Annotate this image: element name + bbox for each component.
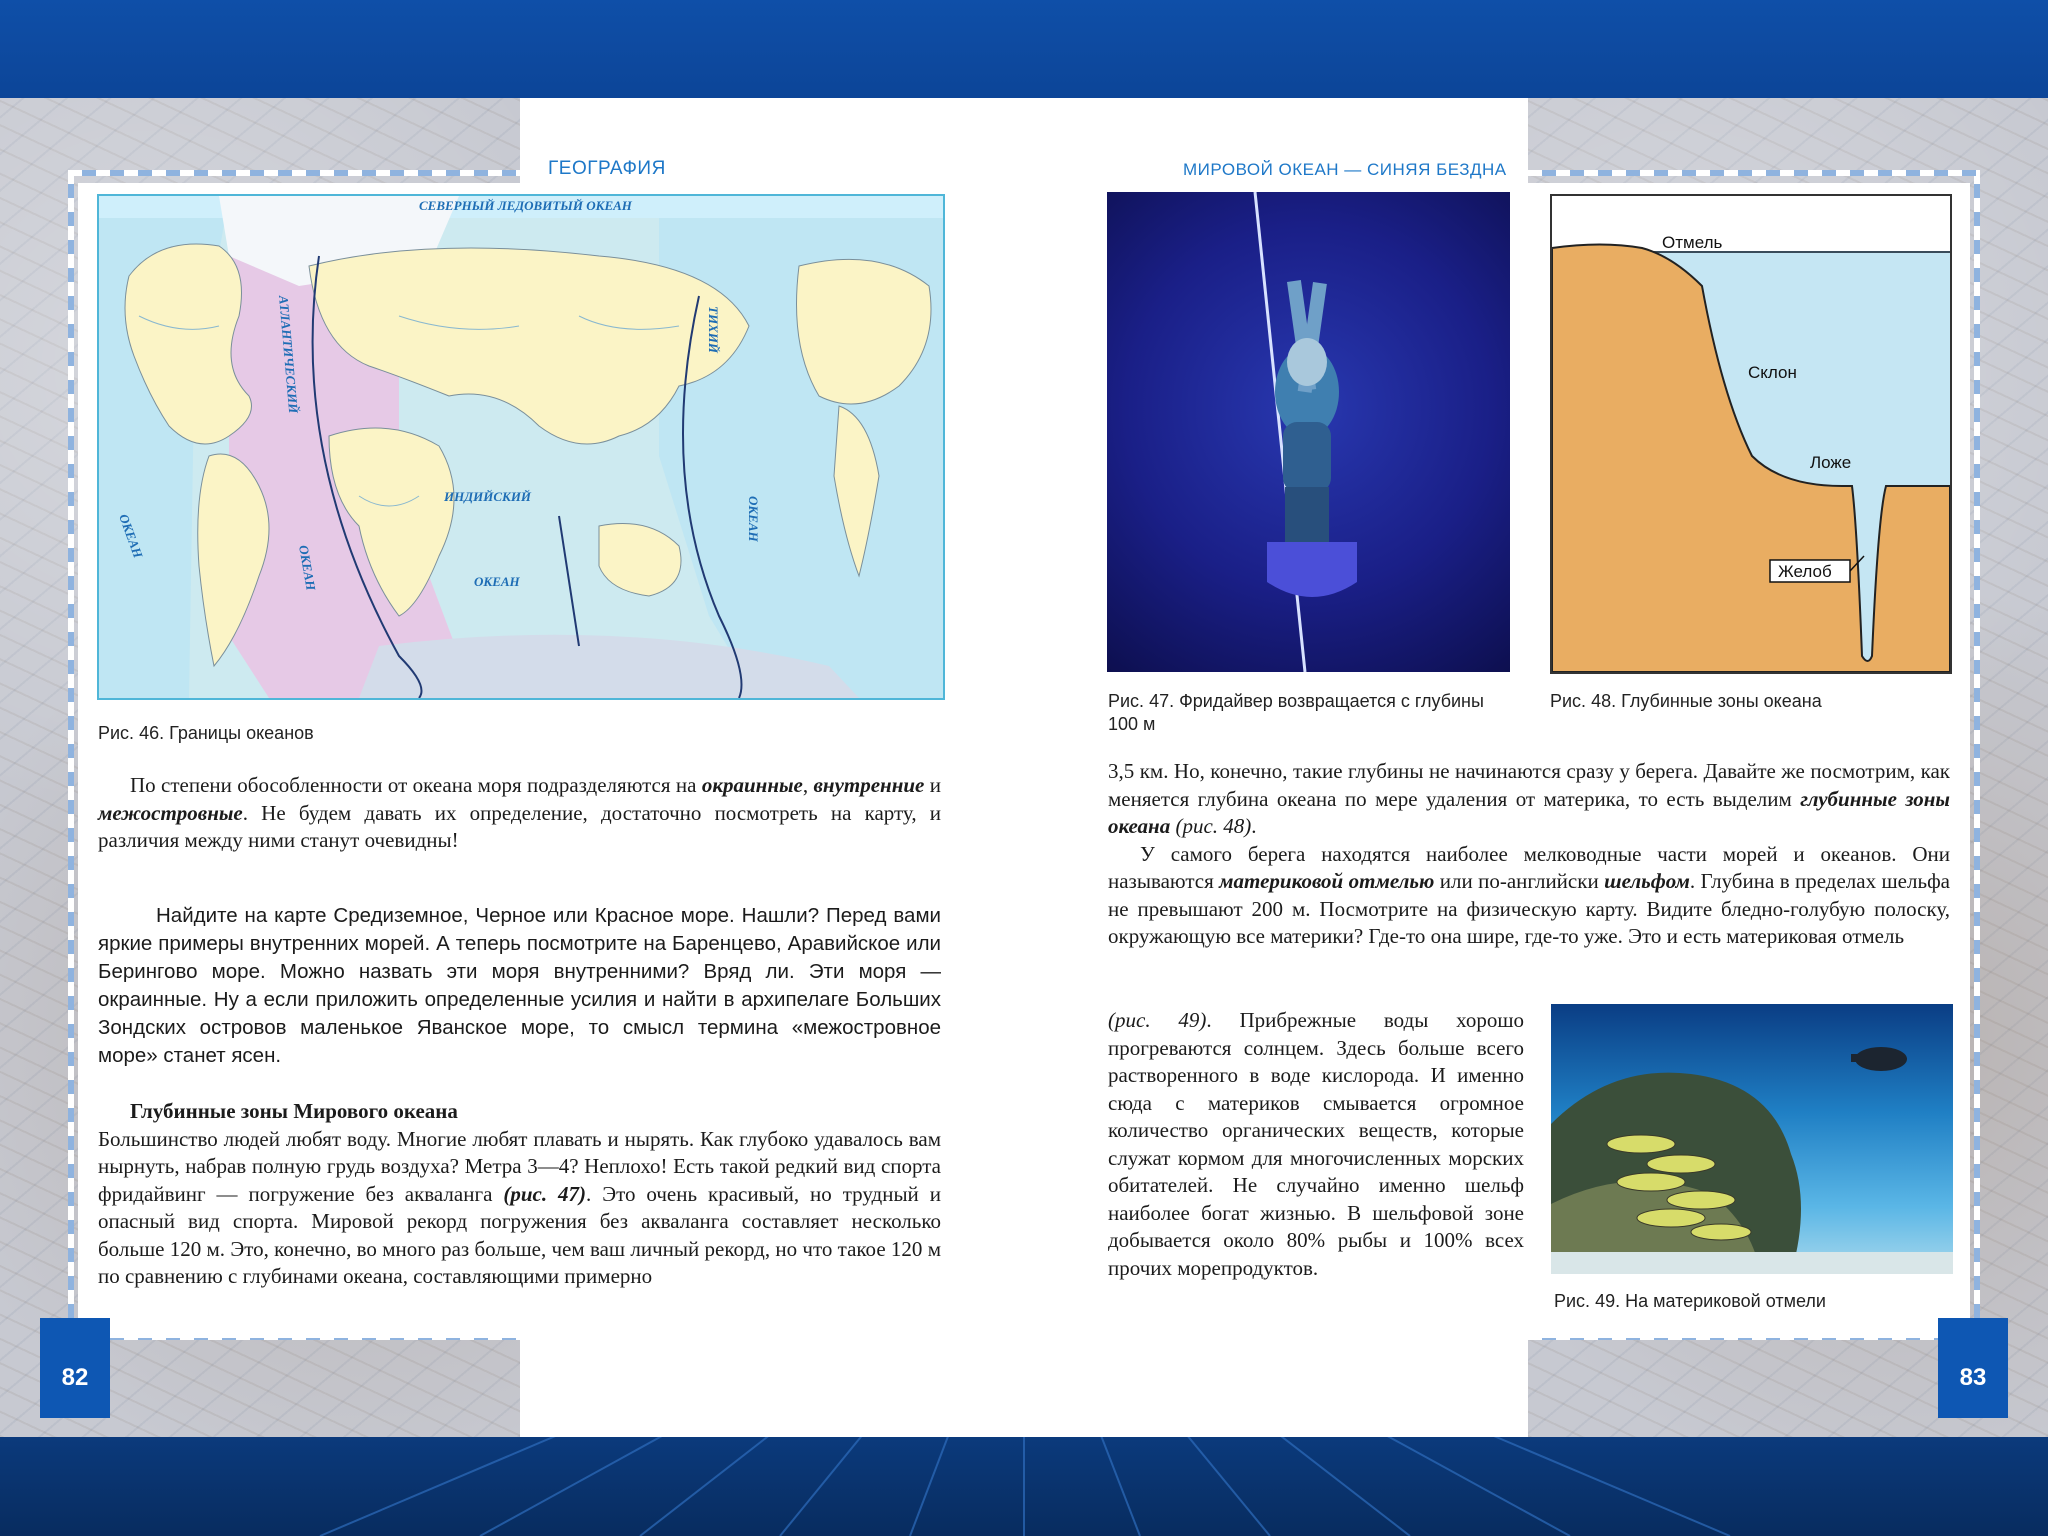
label-arctic: СЕВЕРНЫЙ ЛЕДОВИТЫЙ ОКЕАН (419, 198, 632, 213)
frame-left (68, 170, 74, 1340)
text-run: . (1251, 814, 1257, 838)
fig48-caption: Рис. 48. Глубинные зоны океана (1550, 691, 1822, 711)
text-run: . Это очень красивый, но трудный и опасный вид спорта. Мировой рекорд погружения без акваланга составляет несколько больше 120 м. Это, конечно, во много раз больше, чем ваш личный рекорд, но что такое 120 м по сравнению с глубинами океана, составляющими примерно (98, 1181, 941, 1288)
running-head-left: ГЕОГРАФИЯ (548, 158, 666, 179)
term-inland: внутренние (813, 773, 925, 797)
task-box: Найдите на карте Средиземное, Черное или Красное море. Нашли? Перед вами яркие примеры внутренних морей. А теперь посмотрите на Баренцево, Аравийское или Берингово море. Можно назвать эти моря внутренними? Вряд ли. Эти моря — окраинные. Ну а если приложить определенные усилия и найти в архипелаге Больших Зондских островов маленькое Яванское море, то смысл термина «межостровное море» станет ясен. (98, 904, 941, 1067)
left-paragraph-1 (98, 772, 941, 855)
depth-zones-svg (1552, 196, 1950, 672)
label-bed: Ложе (1810, 453, 1852, 472)
text-run: и (924, 773, 941, 797)
page-number-right: 83 (1938, 1318, 2008, 1418)
term-shelf: шельфом (1604, 869, 1690, 893)
label-indian-upper: ИНДИЙСКИЙ (444, 489, 532, 504)
text-run: У самого берега находятся наиболее мелководные части морей и океанов. Они называются (1108, 841, 1950, 893)
fig46-caption: Рис. 46. Границы океанов (98, 723, 314, 743)
label-pacific-left: ОКЕАН (116, 511, 146, 560)
label-atlantic-lower: ОКЕАН (296, 543, 319, 592)
label-pacific-upper: ТИХИЙ (706, 306, 721, 353)
section-heading: Глубинные зоны Мирового океана (130, 1099, 458, 1123)
world-map-svg (99, 196, 943, 698)
term-continental-shelf: материковой отмелью (1219, 869, 1435, 893)
text-run: 3,5 км. Но, конечно, такие глубины не начинаются сразу у берега. Давайте же посмотрим, как меняется глубина океана по мере удаления от материка, то есть выделим (1108, 759, 1950, 811)
frame-top-right (1528, 170, 1980, 176)
bottom-rays (0, 1437, 2048, 1536)
fig49-caption: Рис. 49. На материковой отмели (1554, 1291, 1826, 1311)
term-marginal: окраинные (701, 773, 803, 797)
label-atlantic-upper: АТЛАНТИЧЕСКИЙ (276, 294, 302, 414)
left-section (98, 1098, 941, 1291)
reef-photo (1551, 1004, 1953, 1274)
term-depth-zones: глубинные зоны океана (1108, 786, 1950, 838)
frame-right (1974, 170, 1980, 1340)
ocean-boundaries-map (97, 194, 945, 700)
freediver-photo (1107, 192, 1510, 672)
figure-ref: (рис. 48) (1170, 814, 1252, 838)
label-indian-lower: ОКЕАН (474, 574, 520, 589)
fig47-caption: Рис. 47. Фридайвер возвращается с глубины 100 м (1108, 691, 1484, 734)
text-run: . Прибрежные воды хорошо прогреваются солнцем. Здесь больше всего растворенного в воде кислорода. И именно сюда с материков смывается огромное количество органических веществ, которые служат кормом для многочисленных морских обитателей. Не случайно именно шельф наиболее богат жизнью. В шельфовой зоне добывается около 80% рыбы и 100% всех прочих морепродуктов. (1108, 1008, 1524, 1280)
running-head-right: МИРОВОЙ ОКЕАН — СИНЯЯ БЕЗДНА (1183, 160, 1507, 179)
figure-ref: (рис. 49) (1108, 1008, 1207, 1032)
reef-illustration (1551, 1004, 1953, 1274)
page-number-left: 82 (40, 1318, 110, 1418)
text-run: Большинство людей любят воду. Многие любят плавать и нырять. Как глубоко удавалось вам нырнуть, набрав полную грудь воздуха? Метра 3—4? Неплохо! Есть такой редкий вид спорта фридайвинг — погружение без акваланга (98, 1126, 941, 1206)
text-run: По степени обособленности от океана моря подразделяются на (130, 773, 702, 797)
text-run: или по-английски (1434, 869, 1605, 893)
frame-top-left (68, 170, 520, 176)
text-run: , (802, 773, 814, 797)
label-pacific-lower: ОКЕАН (746, 496, 761, 542)
label-trench: Желоб (1778, 562, 1832, 581)
right-paragraphs (1108, 758, 1950, 951)
label-slope: Склон (1748, 363, 1797, 382)
right-paragraph-3 (1108, 1007, 1524, 1282)
top-band (0, 0, 2048, 98)
label-shelf: Отмель (1662, 233, 1723, 252)
term-interisland: межостровные (98, 800, 243, 825)
depth-zones-diagram (1550, 194, 1952, 674)
bottom-band (0, 1437, 2048, 1536)
figure-ref: (рис. 47) (503, 1181, 587, 1206)
text-run: . Глубина в пределах шельфа не превышают 200 м. Посмотрите на физическую карту. Видите бледно-голубую полоску, окружающую все материки? Где-то она шире, где-то уже. Это и есть материковая отмель (1108, 869, 1950, 948)
text-run: . Не будем давать их определение, достаточно посмотреть на карту, и различия между ними станут очевидны! (98, 800, 941, 852)
diver-illustration (1107, 192, 1510, 672)
